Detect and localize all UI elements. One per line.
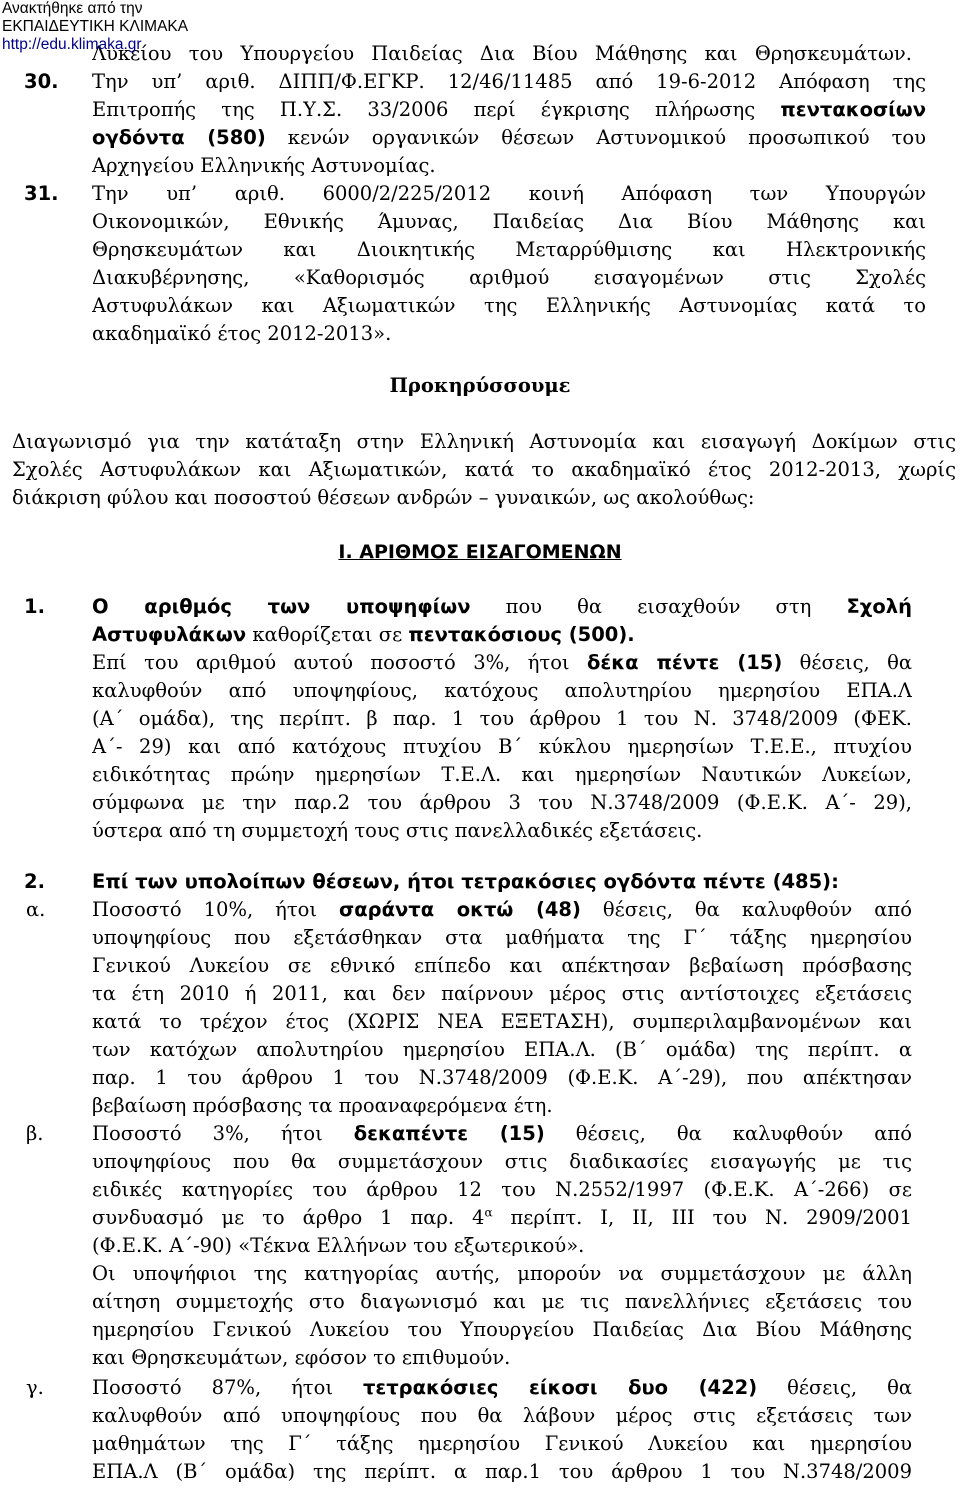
watermark xyxy=(2,0,188,54)
sub-a-line-6: των κατόχων απολυτηρίου ημερησίου ΕΠΑ.Λ. (Β΄ ομάδα) της περίπτ. α xyxy=(92,1038,912,1061)
item-31-line-5: Αστυφυλάκων και Αξιωματικών της Ελληνικής Αστυνομίας κατά το xyxy=(92,294,926,317)
item-31-number: 31. xyxy=(24,182,59,205)
sub-b-line-1: Ποσοστό 3%, ήτοι δεκαπέντε (15) θέσεις, θα καλυφθούν από xyxy=(92,1122,912,1145)
sub-c-line-3: μαθημάτων της Γ΄ τάξης ημερησίου Γενικού Λυκείου και ημερησίου xyxy=(92,1432,912,1455)
intro-paragraph-line-2: Σχολές Αστυφυλάκων και Αξιωματικών, κατά το ακαδημαϊκό έτος 2012-2013, χωρίς xyxy=(12,458,956,481)
item-31-line-6: ακαδημαϊκό έτος 2012-2013». xyxy=(92,322,392,345)
item-31-line-3: Θρησκευμάτων και Διοικητικής Μεταρρύθμισης και Ηλεκτρονικής xyxy=(92,238,926,261)
item-31-line-4: Διακυβέρνησης, «Καθορισμός αριθμού εισαγομένων στις Σχολές xyxy=(92,266,926,289)
section-heading: Προκηρύσσουμε xyxy=(389,374,571,397)
sub-b-line-9: και Θρησκευμάτων, εφόσον το επιθυμούν. xyxy=(92,1346,511,1369)
sub-c-line-1: Ποσοστό 87%, ήτοι τετρακόσιες είκοσι δυο (422) θέσεις, θα xyxy=(92,1376,912,1399)
sub-b-line-8: ημερησίου Γενικού Λυκείου του Υπουργείου Παιδείας Δια Βίου Μάθησης xyxy=(92,1318,912,1341)
watermark-link[interactable]: http://edu.klimaka.gr xyxy=(2,36,142,53)
sub-a-line-8: βεβαίωση πρόσβασης τα προαναφερόμενα έτη. xyxy=(92,1094,553,1117)
sub-a-line-5: κατά το τρέχον έτος (ΧΩΡΙΣ ΝΕΑ ΕΞΕΤΑΣΗ), συμπεριλαμβανομένων και xyxy=(92,1010,912,1033)
watermark-line-2: ΕΚΠΑΙΔΕΥΤΙΚΗ ΚΛΙΜΑΚΑ xyxy=(2,18,189,35)
sub-a-label: α. xyxy=(26,898,46,921)
point-1-number: 1. xyxy=(24,595,45,618)
item-31-line-1: Την υπ’ αριθ. 6000/2/225/2012 κοινή Απόφαση των Υπουργών xyxy=(92,182,926,205)
point-1-line-1: Ο αριθμός των υποψηφίων που θα εισαχθούν στη Σχολή xyxy=(92,595,912,618)
sub-c-line-2: καλυφθούν από υποψηφίους που θα λάβουν μέρος στις εξετάσεις των xyxy=(92,1404,912,1427)
sub-b-line-5: (Φ.Ε.Κ. Α΄-90) «Τέκνα Ελλήνων του εξωτερικού». xyxy=(92,1234,585,1257)
point-1-line-2: Αστυφυλάκων καθορίζεται σε πεντακόσιους (500). xyxy=(92,623,635,646)
point-1-line-7: ειδικότητας πρώην ημερησίων Τ.Ε.Λ. και ημερησίων Ναυτικών Λυκείων, xyxy=(92,763,912,786)
item-30-line-2: Επιτροπής της Π.Υ.Σ. 33/2006 περί έγκρισης πλήρωσης πεντακοσίων xyxy=(92,98,926,121)
sub-b-label: β. xyxy=(26,1122,44,1145)
sub-a-line-3: Γενικού Λυκείου σε εθνικό επίπεδο και απέκτησαν βεβαίωση πρόσβασης xyxy=(92,954,912,977)
sub-c-label: γ. xyxy=(26,1376,44,1399)
item-30-line-4: Αρχηγείου Ελληνικής Αστυνομίας. xyxy=(92,154,436,177)
sub-a-line-1: Ποσοστό 10%, ήτοι σαράντα οκτώ (48) θέσεις, θα καλυφθούν από xyxy=(92,898,912,921)
sub-b-line-4: συνδυασμό με το άρθρο 1 παρ. $4^\alpha$ περίπτ. Ι, ΙΙ, ΙΙΙ του Ν. 2909/2001 xyxy=(92,1205,912,1229)
section-title: Ι. ΑΡΙΘΜΟΣ ΕΙΣΑΓΟΜΕΝΩΝ xyxy=(338,541,622,563)
watermark-line-1: Ανακτήθηκε από την xyxy=(2,0,143,17)
point-1-line-5: (Α΄ ομάδα), της περίπτ. β παρ. 1 του άρθρου 1 του Ν. 3748/2009 (ΦΕΚ. xyxy=(92,707,912,730)
point-1-line-3: Επί του αριθμού αυτού ποσοστό 3%, ήτοι δέκα πέντε (15) θέσεις, θα xyxy=(92,651,912,674)
point-1-line-6: Α΄- 29) και από κατόχους πτυχίου Β΄ κύκλου ημερησίων Τ.Ε.Ε., πτυχίου xyxy=(92,735,912,758)
item-31-line-2: Οικονομικών, Εθνικής Άμυνας, Παιδείας Δια Βίου Μάθησης και xyxy=(92,210,926,233)
intro-paragraph-line-1: Διαγωνισμό για την κατάταξη στην Ελληνική Αστυνομία και εισαγωγή Δοκίμων στις xyxy=(12,430,956,453)
sub-b-line-2: υποψηφίους που θα συμμετάσχουν στις διαδικασίες εισαγωγής με τις xyxy=(92,1150,912,1173)
item-30-number: 30. xyxy=(24,70,59,93)
sub-a-line-2: υποψηφίους που εξετάσθηκαν στα μαθήματα της Γ΄ τάξης ημερησίου xyxy=(92,926,912,949)
sub-a-line-4: τα έτη 2010 ή 2011, και δεν παίρνουν μέρος στις αντίστοιχες εξετάσεις xyxy=(92,982,912,1005)
point-1-line-4: καλυφθούν από υποψηφίους, κατόχους απολυτηρίου ημερησίου ΕΠΑ.Λ xyxy=(92,679,912,702)
sub-b-line-3: ειδικές κατηγορίες του άρθρου 12 του Ν.2552/1997 (Φ.Ε.Κ. Α΄-266) σε xyxy=(92,1178,912,1201)
point-1-line-8: σύμφωνα με την παρ.2 του άρθρου 3 του Ν.3748/2009 (Φ.Ε.Κ. Α΄- 29), xyxy=(92,791,912,814)
intro-line-1: Λυκείου του Υπουργείου Παιδείας Δια Βίου Μάθησης και Θρησκευμάτων. xyxy=(92,42,912,65)
item-30-line-3: ογδόντα (580) κενών οργανικών θέσεων Αστυνομικού προσωπικού του xyxy=(92,126,926,149)
sub-b-line-7: αίτηση συμμετοχής στο διαγωνισμό και με τις πανελλήνιες εξετάσεις του xyxy=(92,1290,912,1313)
sub-b-line-6: Οι υποψήφιοι της κατηγορίας αυτής, μπορούν να συμμετάσχουν με άλλη xyxy=(92,1262,912,1285)
point-2-line-1: Επί των υπολοίπων θέσεων, ήτοι τετρακόσιες ογδόντα πέντε (485): xyxy=(92,870,839,893)
point-2-number: 2. xyxy=(24,870,45,893)
sub-c-line-4: ΕΠΑ.Λ (Β΄ ομάδα) της περίπτ. α παρ.1 του άρθρου 1 του Ν.3748/2009 xyxy=(92,1460,912,1483)
intro-paragraph-line-3: διάκριση φύλου και ποσοστού θέσεων ανδρών – γυναικών, ως ακολούθως: xyxy=(12,486,755,509)
point-1-line-9: ύστερα από τη συμμετοχή τους στις πανελλαδικές εξετάσεις. xyxy=(92,819,703,842)
item-30-line-1: Την υπ’ αριθ. ΔΙΠΠ/Φ.ΕΓΚΡ. 12/46/11485 από 19-6-2012 Απόφαση της xyxy=(92,70,926,93)
sub-a-line-7: παρ. 1 του άρθρου 1 του Ν.3748/2009 (Φ.Ε.Κ. Α΄-29), που απέκτησαν xyxy=(92,1066,912,1089)
